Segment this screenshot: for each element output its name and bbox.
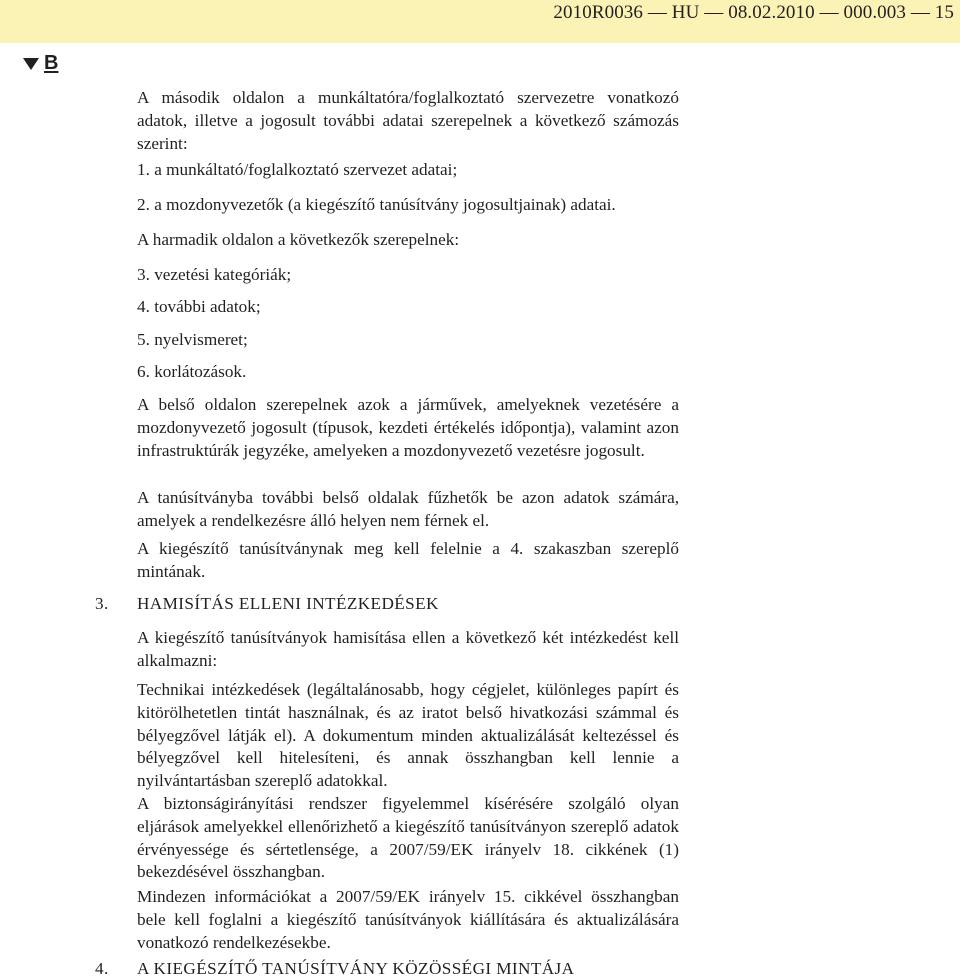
amendment-letter: B bbox=[44, 52, 59, 74]
section-number: 3. bbox=[95, 594, 109, 613]
paragraph: A belső oldalon szerepelnek azok a járművek, amelyeknek vezetésére a mozdonyvezető jogosult (típusok, kezdeti értékelés időpontja), valamint azon infrastruktúrák jegyzéke, amelyeken a mozdonyvezető vezetésre jogosult. bbox=[137, 395, 679, 460]
list-item: 6. korlátozások. bbox=[137, 362, 247, 381]
paragraph: Mindezen információkat a 2007/59/EK irányelv 15. cikkével összhangban bele kell foglalni a kiegészítő tanúsítványok kiállítására és aktualizálására vonatkozó rendelkezésekbe. bbox=[137, 887, 679, 952]
paragraph: A kiegészítő tanúsítványnak meg kell felelnie a 4. szakaszban szereplő mintának. bbox=[137, 539, 679, 581]
section-title: HAMISÍTÁS ELLENI INTÉZKEDÉSEK bbox=[137, 594, 439, 613]
list-item: 4. további adatok; bbox=[137, 297, 261, 316]
section-number: 4. bbox=[95, 959, 109, 978]
paragraph: A tanúsítványba további belső oldalak fűzhetők be azon adatok számára, amelyek a rendelkezésre álló helyen nem férnek el. bbox=[137, 488, 679, 530]
section-intro: A harmadik oldalon a következők szerepelnek: bbox=[137, 230, 460, 249]
paragraph: A kiegészítő tanúsítványok hamisítása ellen a következő két intézkedést kell alkalmazni: bbox=[137, 628, 679, 670]
intro-paragraph: A második oldalon a munkáltatóra/foglalkoztató szervezetre vonatkozó adatok, illetve a jogosult további adatai szerepelnek a következő számozás szerint: bbox=[137, 88, 679, 153]
list-item: 2. a mozdonyvezetők (a kiegészítő tanúsítvány jogosultjainak) adatai. bbox=[137, 195, 616, 214]
amendment-marker bbox=[23, 51, 58, 75]
list-item: 3. vezetési kategóriák; bbox=[137, 265, 292, 284]
down-triangle-icon bbox=[23, 58, 39, 70]
list-item: 5. nyelvismeret; bbox=[137, 330, 248, 349]
paragraph: A biztonságirányítási rendszer figyelemmel kísérésére szolgáló olyan eljárások amelyekkel ellenőrizhető a kiegészítő tanúsítványon szereplő adatok érvényessége és sértetlensége, a 2007/59/EK irányelv 18. cikkének (1) bekezdésével összhangban. bbox=[137, 794, 679, 882]
section-title: A KIEGÉSZÍTŐ TANÚSÍTVÁNY KÖZÖSSÉGI MINTÁJA bbox=[137, 959, 575, 978]
running-header: 2010R0036 — HU — 08.02.2010 — 000.003 — 15 bbox=[0, 0, 960, 43]
paragraph: Technikai intézkedések (legáltalánosabb, hogy cégjelet, különleges papírt és kitörölhetetlen tintát használnak, és az iratot belső hivatkozási számmal és bélyegzővel látják el). A dokumentum minden aktualizálását keltezéssel és bélyegzővel kell hitelesíteni, és annak összhangban kell lennie a nyilvántartásban szereplő adatokkal. bbox=[137, 680, 679, 791]
list-item: 1. a munkáltató/foglalkoztató szervezet adatai; bbox=[137, 160, 458, 179]
